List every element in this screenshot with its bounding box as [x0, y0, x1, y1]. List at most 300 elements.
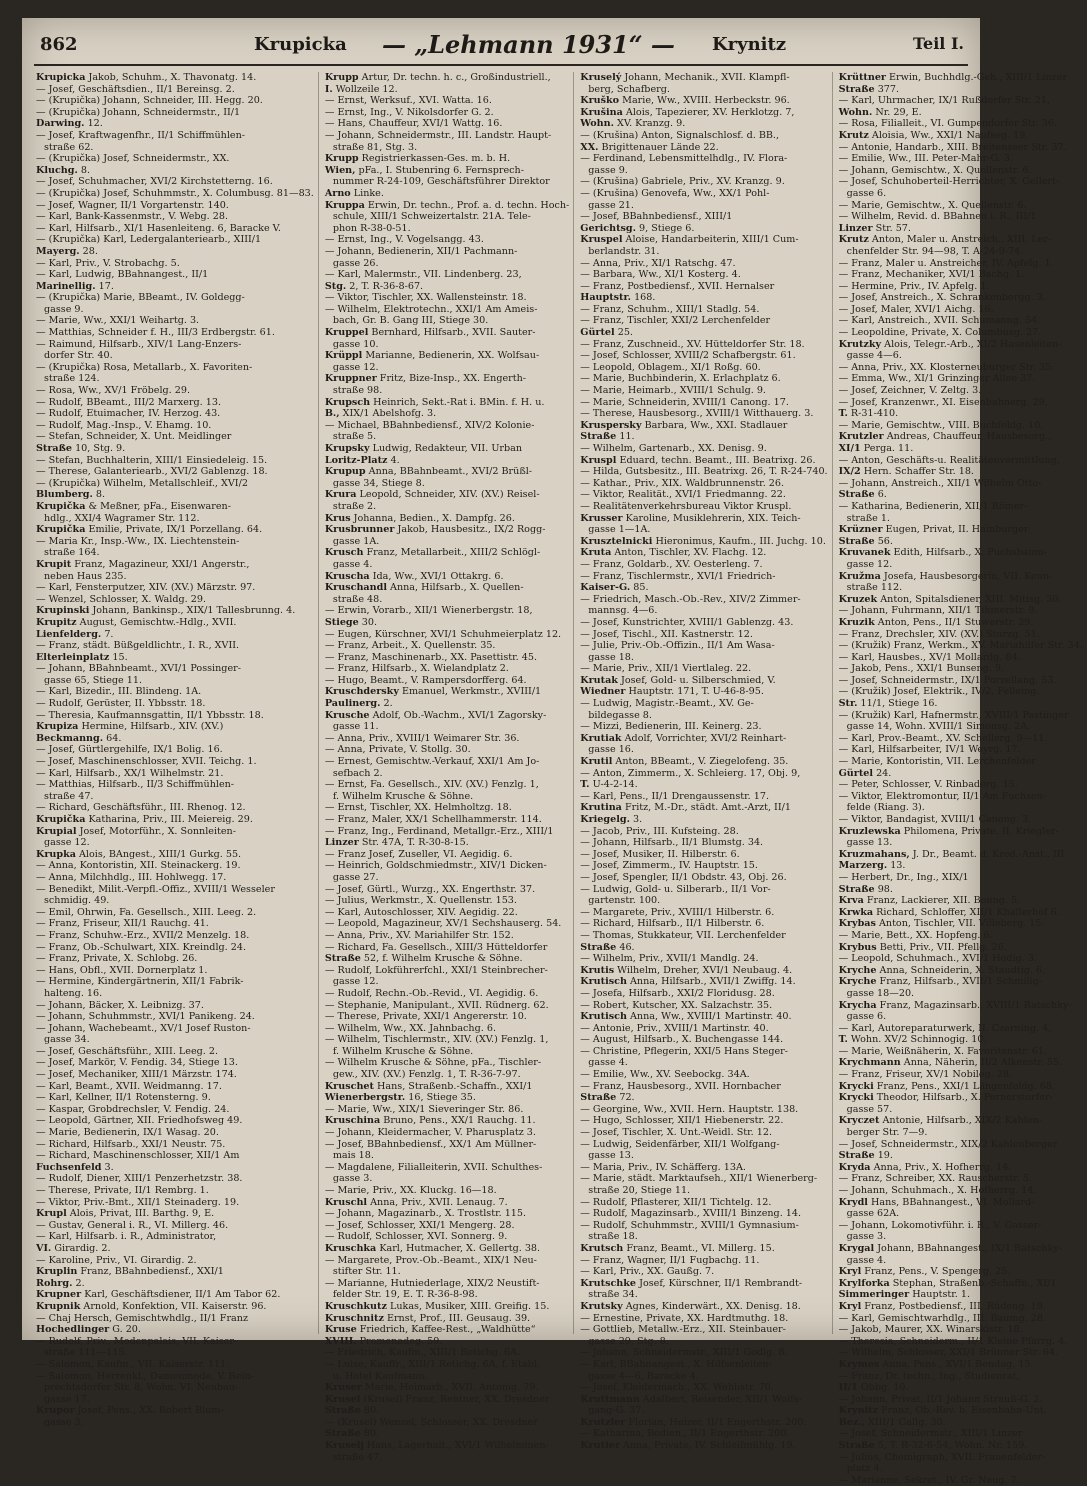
directory-entry: IX/2 Hern. Schaffer Str. 18.	[838, 466, 974, 478]
directory-entry: — Franz, Goldarb., XV. Oesterleng. 7.	[580, 558, 763, 570]
directory-entry: — Franz, städt. Büßgeldlichtr., I. R., XVII.	[36, 640, 240, 652]
directory-entry: hdlg., XXI/4 Wagramer Str. 112.	[44, 512, 200, 524]
directory-entry: — Stefan, Schneider, X. Unt. Meidlinger	[36, 431, 232, 443]
directory-entry: Krura Leopold, Schneider, XIV. (XV.) Reisel-	[324, 489, 540, 501]
directory-entry: Krutiak Adolf, Vorrichter, XVI/2 Reinhart-	[580, 732, 787, 744]
directory-entry: — Josef, Kunstrichter, XVIII/1 Gablenzg. 43.	[580, 616, 794, 628]
directory-entry: — Karl, Hausbes., XV/1 Mollardg. 84.	[838, 651, 1021, 663]
directory-entry: Kruspersky Barbara, Ww., XXI. Stadlauer	[580, 419, 788, 431]
directory-entry: — Viktor, Bandagist, XVIII/1 Canong. 3.	[838, 814, 1032, 825]
directory-entry: Straße 19.	[838, 1150, 893, 1162]
directory-entry: Krupit Franz, Magazineur, XXI/1 Angerstr.,	[36, 558, 250, 570]
directory-entry: — Karl, Hilfsarb., XX/1 Wilhelmstr. 21.	[36, 767, 224, 779]
directory-entry: — Karl, Kellner, II/1 Rotensterng. 9.	[36, 1092, 211, 1104]
directory-entry: — Anna, Priv., XX. Klosterneuburger Str. 35.	[838, 361, 1055, 373]
directory-entry: — Rudolf, BBeamt., III/2 Marxerg. 13.	[36, 396, 221, 408]
directory-entry: — Rudolf, Magazinsarb., XVIII/1 Binzeng. 14.	[580, 1208, 802, 1220]
directory-entry: — Franz, Mechaniker, XVI/1 Bachg. 1.	[838, 269, 1025, 281]
directory-entry: Krwka Richard, Schloffer, XII/1 Khallerhof 6.	[838, 906, 1060, 918]
directory-columns	[36, 72, 1083, 1486]
directory-entry: — Raimund, Hilfsarb., XIV/1 Lang-Enzers-	[36, 338, 242, 350]
directory-entry: — Rudolf, Diener, XIII/1 Penzerhetzstr. 38.	[36, 1173, 243, 1185]
directory-entry: Straße 80.	[324, 1428, 380, 1440]
directory-entry: — Herbert, Dr., Ing., XIX/1	[838, 871, 969, 883]
directory-entry: Krygal Johann, BBahnangest., IX/1 Ratschky-	[838, 1242, 1062, 1254]
directory-entry: — Ludwig, Magistr.-Beamt., XV. Ge-	[580, 698, 754, 710]
directory-entry: Krupner Karl, Geschäftsdiener, II/1 Am Tabor 62.	[36, 1289, 281, 1301]
directory-entry: Kruschina Bruno, Pens., XX/1 Rauchg. 11.	[324, 1115, 536, 1127]
directory-entry: — Wilhelm, Ww., XX. Jahnbachg. 6.	[324, 1022, 496, 1034]
directory-entry: — Josef, Wagner, II/1 Vorgartenstr. 140.	[36, 199, 229, 211]
directory-entry: Stg. 2, T. R-36-8-67.	[324, 280, 424, 292]
directory-entry: Kryche Franz, Hilfsarb., XVII/1 Schmilig-	[838, 976, 1042, 988]
directory-entry: gasse 21.	[588, 199, 634, 211]
directory-entry: — Josef, Kranzenwr., XI. Eisenbahnerg. 29,	[838, 396, 1048, 408]
directory-entry: Kruschdersky Emanuel, Werkmstr., XVIII/1	[324, 686, 542, 698]
directory-entry: straße 47.	[332, 1451, 383, 1463]
directory-entry: Kruplin Franz, BBahnbediensf., XXI/1	[36, 1266, 224, 1278]
directory-entry: — Jacob, Priv., III. Kufsteing. 28.	[580, 825, 739, 837]
directory-entry: Straße 5, T. R-32-6-54, Wohn. Nr. 159.	[838, 1440, 1028, 1452]
directory-entry: Wien, pFa., I. Stubenring 6. Fernsprech-	[324, 164, 524, 176]
directory-entry: felde (Riang. 3).	[846, 802, 925, 814]
directory-entry: Kruspl Eduard, techn. Beamt., III. Beatrixg. 26.	[580, 454, 816, 466]
directory-entry: — Erwin, Vorarb., XII/1 Wienerbergstr. 18,	[324, 605, 533, 617]
directory-entry: gasse 4—6, Baracke 4.	[588, 1370, 699, 1382]
directory-entry: — Julius, Chemigraph, XVII. Frauenfelder-	[838, 1451, 1046, 1463]
directory-entry: — Johann, Magazinarb., X. Trostlstr. 115.	[324, 1208, 527, 1220]
directory-entry: gew., XIV. (XV.) Fenzlg. 1, T. R-36-7-97.	[332, 1069, 521, 1081]
directory-entry: Kaiser-G. 85.	[580, 582, 649, 594]
directory-entry: Krutz Aloisia, Ww., XXI/1 Naufseg. 19.	[838, 129, 1029, 141]
directory-entry: Krusel (Krusel) Franz, Rentner, XX. Dresdner	[324, 1393, 550, 1405]
directory-entry: — Marie, Bett., XX. Hopfeng. 6.	[838, 929, 993, 941]
directory-entry: Krusbrunner Jakob, Hausbesitz., IX/2 Rogg-	[324, 524, 546, 536]
directory-entry: — Mizzi, Bedienerin, III. Keinerg. 23.	[580, 721, 762, 733]
directory-entry: — Karl, BBahnangest., X. Hilfsenleiten-	[580, 1358, 772, 1370]
directory-entry: Krupp Artur, Dr. techn. h. c., Großindustriell.,	[324, 72, 551, 83]
directory-entry: — Viktor, Realität., XVI/1 Friedmanng. 22.	[580, 489, 786, 501]
directory-entry: — Karl, Prov.-Beamt., XV. Schellerg. 9—11.	[838, 732, 1048, 744]
directory-entry: gasse 9.	[44, 303, 84, 315]
directory-entry: Loritz-Platz 4.	[324, 454, 400, 466]
directory-entry: Krupička Katharina, Priv., III. Meiereig. 29.	[36, 814, 253, 825]
directory-entry: — Thomas, Stukkateur, VII. Lerchenfelder	[580, 929, 786, 941]
directory-entry: Kryczet Antonie, Hilfsarb., XIX/2 Kahlen-	[838, 1115, 1042, 1127]
directory-entry: — Ernst, Tischler, XX. Helmholtzg. 18.	[324, 802, 512, 814]
directory-entry: Paulinerg. 2.	[324, 698, 393, 710]
directory-entry: gasse 12.	[332, 361, 379, 373]
directory-entry: Str. 11/1, Stiege 16.	[838, 698, 938, 710]
directory-entry: — (Krupička) Wilhelm, Metallschleif., XVI/2	[36, 477, 248, 489]
directory-entry: Krupl Alois, Privat, III. Barthg. 9, E.	[36, 1208, 215, 1220]
directory-entry: — Wilhelm, Revid. d. BBahnen i. R., III/1	[838, 211, 1037, 223]
directory-entry: Kruschnitz Ernst, Prof., III. Geusaug. 39.	[324, 1312, 531, 1324]
directory-entry: — Marie, Buchbinderin, X. Erlachplatz 6.	[580, 373, 781, 385]
directory-entry: — Maria Kr., Insp.-Ww., IX. Liechtenstein-	[36, 535, 240, 547]
directory-entry: Darwing. 12.	[36, 118, 103, 130]
directory-entry: Krupial Josef, Motorführ., X. Sonnleiten-	[36, 825, 236, 837]
directory-entry: — Therese, Private, II/1 Rembrg. 1.	[36, 1185, 209, 1196]
directory-entry: — (Krušina) Gabriele, Priv., XV. Kranzg. 9.	[580, 176, 785, 188]
directory-entry: Fuchsenfeld 3.	[36, 1161, 114, 1173]
directory-entry: — Johann, Schneidermstr., III. Landstr. Haupt-	[324, 129, 552, 141]
directory-entry: — Franz, Friseur, XV/1 Nobileg. 28.	[838, 1069, 1013, 1081]
directory-entry: — Josef, Zeichner, V. Zeltg. 3.	[838, 385, 982, 397]
directory-entry: — Josef, Tischl., XII. Kastnerstr. 12.	[580, 628, 753, 640]
directory-entry: — Michael, BBahnbediensf., XIV/2 Kolonie-	[324, 419, 535, 431]
directory-entry: — Gottlieb, Metallw.-Erz., XII. Steinbauer-	[580, 1324, 786, 1336]
directory-entry: — Karl, Gemischtwarhdlg., III. Baumg. 28.	[838, 1312, 1046, 1324]
directory-entry: Krymes Anna, Pens., XVI/1 Bendag. 15.	[838, 1358, 1034, 1370]
directory-entry: gasse 26.	[332, 257, 379, 269]
directory-entry: Wiedner Hauptstr. 171, T. U-46-8-95.	[580, 686, 764, 698]
directory-entry: Krybas Anton, Tischler, VII. Villeberg. 15.	[838, 918, 1045, 930]
directory-entry: — Rudolf, Pflasterer, XII/1 Tichtelg. 12.	[580, 1196, 772, 1208]
directory-entry: — Margarete, Priv., XVIII/1 Hilberstr. 6.	[580, 906, 775, 918]
directory-entry: — Eugen, Kürschner, XVI/1 Schuhmeierplatz 12.	[324, 628, 562, 640]
directory-entry: Krüttner Erwin, Buchhdlg.-Geh., XIII/1 Linzer	[838, 72, 1067, 83]
directory-entry: Straße 377.	[838, 83, 900, 95]
directory-entry: — Marie, Ww., XIX/1 Sieveringer Str. 86.	[324, 1103, 524, 1115]
directory-entry: — Karl, Fensterputzer, XIV. (XV.) Märzstr. 97.	[36, 582, 256, 594]
directory-entry: gasse 6.	[846, 1011, 887, 1023]
directory-entry: Krupp Registrierkassen-Ges. m. b. H.	[324, 153, 511, 165]
directory-entry: — Wilhelm Krusche & Söhne, pFa., Tischler-	[324, 1057, 542, 1069]
directory-entry: — Richard, Hilfsarb., II/1 Hilberstr. 6.	[580, 918, 765, 930]
directory-entry: Krynitz Franz, Ob.-Rev. b. Eisenbahn-Unt.	[838, 1405, 1047, 1417]
directory-entry: — Anna, Private, V. Stollg. 30.	[324, 744, 471, 756]
directory-entry: Krupička Emilie, Private, IX/1 Porzellang. 64.	[36, 524, 263, 536]
directory-column-3	[580, 72, 832, 1452]
publication-title: — „Lehmann 1931“ —	[382, 30, 675, 59]
directory-entry: — Robert, Kutscher, XX. Salzachstr. 35.	[580, 999, 773, 1011]
directory-entry: — Josef, Schlosser, XVIII/2 Schafbergstr. 61.	[580, 350, 796, 362]
directory-entry: bach, Gr. B. Gang III, Stiege 30.	[332, 315, 489, 327]
directory-entry: gasse 1—1A.	[588, 524, 651, 536]
directory-entry: — Rudolf, Lokführerfchl., XXI/1 Steinbrecher-	[324, 964, 548, 976]
directory-entry: Straße 11.	[580, 431, 635, 443]
directory-entry: — Anna, Kontoristin, XII. Steinackerg. 19.	[36, 860, 241, 872]
directory-entry: — Katharina, Bedienerin, XII/1 Römer-	[838, 500, 1028, 512]
directory-entry: gasse 3.	[332, 1173, 373, 1185]
directory-entry: — Johann, Kleidermacher, V. Pharusplatz 3.	[324, 1127, 536, 1139]
directory-entry: — Julie, Priv.-Ob.-Offizin., II/1 Am Wasa-	[580, 640, 775, 652]
directory-entry: — Franz, Ob.-Schulwart, XIX. Kreindlg. 24.	[36, 941, 247, 953]
directory-entry: Krupiza Hermine, Hilfsarb., XIV. (XV.)	[36, 721, 224, 733]
directory-entry: Straße 46.	[580, 941, 635, 953]
directory-entry: Straße 52, f. Wilhelm Krusche & Söhne.	[324, 953, 523, 965]
directory-entry: — Franz, Maler, XX/1 Schellhammerstr. 114.	[324, 814, 542, 825]
directory-entry: — Johann, Privat, II/1 Johann Strauß-G. 2.	[838, 1393, 1043, 1405]
directory-entry: mannsg. 4—6.	[588, 605, 658, 617]
directory-entry: — Karl, Uhrmacher, IX/1 Rußdorfer Str. 21,	[838, 95, 1050, 107]
directory-entry: I. Wollzeile 12.	[324, 83, 398, 95]
directory-entry: — Anton, Zimmerm., X. Schleierg. 17, Obj. 9,	[580, 767, 801, 779]
directory-entry: Gürtel 24.	[838, 767, 892, 779]
directory-entry: — Therese, Hausbesorg., XVIII/1 Witthauerg. 3.	[580, 408, 814, 420]
directory-entry: Kruse Friedrich, Kaffee-Rest., „Waldhütte“	[324, 1324, 536, 1336]
directory-entry: — Emilie, Ww., III. Peter-Mahr-G. 3.	[838, 153, 1014, 165]
directory-entry: — Franz, Schuhw.-Erz., XVII/2 Menzelg. 18.	[36, 929, 250, 941]
directory-entry: f. Wilhelm Krusche & Söhne.	[332, 790, 474, 802]
directory-entry: — Josef, Zimmerm., IV. Hauptstr. 15.	[580, 860, 758, 872]
directory-entry: Krutz Anton, Maler u. Anstreich., XIII. Ler-	[838, 234, 1052, 246]
right-guide-word: Krynitz	[712, 34, 787, 55]
directory-entry: — Hermine, Priv., IV. Apfelg. 1.	[838, 280, 990, 292]
directory-entry: — Johann, Schneidermstr., XIII/1 Godlg. 8.	[580, 1347, 788, 1359]
directory-entry: — Marianne, Hutniederlage, XIX/2 Neustift-	[324, 1277, 540, 1289]
directory-entry: — Viktor, Elektromontur, II/1 Am Fuchsen-	[838, 790, 1047, 802]
directory-entry: Marinellig. 17.	[36, 280, 114, 292]
directory-entry: — Franz, Zuschneid., XV. Hütteldorfer Str. 18.	[580, 338, 805, 350]
directory-entry: — Leopoldine, Private, X. Columbusg. 27.	[838, 327, 1042, 339]
directory-entry: — Margarete, Prov.-Ob.-Beamt., XIX/1 Neu-	[324, 1254, 537, 1266]
directory-entry: — Hans, Chauffeur, XVI/1 Wattg. 16.	[324, 118, 503, 130]
directory-entry: — Leopold, Magazineur, XV/1 Sechshauserg. 54.	[324, 918, 562, 930]
directory-entry: — Marie, städt. Marktaufseh., XII/1 Wienerberg-	[580, 1173, 818, 1185]
directory-entry: — Jakob, Maurer, XX. Winarskistr. 18.	[838, 1324, 1023, 1336]
directory-entry: — Josef, Gürtl., Wurzg., XX. Engerthstr. 37.	[324, 883, 536, 895]
directory-entry: Krutisch Anna, Hilfsarb., XVII/1 Zwiffg. 14.	[580, 976, 796, 988]
directory-entry: — Franz, Private, X. Schlobg. 26.	[36, 953, 198, 965]
directory-entry: gasse 18—20.	[846, 987, 915, 999]
directory-entry: Krupnik Arnold, Konfektion, VII. Kaiserstr. 96.	[36, 1300, 267, 1312]
directory-entry: — Karl, Beamt., XVII. Weidmanng. 17.	[36, 1080, 222, 1092]
directory-entry: — Theresia, Kaufmannsgattin, II/1 Ybbsstr. 18.	[36, 709, 264, 721]
directory-entry: — Johann, Bedienerin, XII/1 Pachmann-	[324, 245, 518, 257]
directory-entry: — Chaj Hersch, Gemischtwhdlg., II/1 Franz	[36, 1312, 248, 1324]
directory-entry: f. Wilhelm Krusche & Söhne.	[332, 1045, 474, 1057]
directory-entry: Hauptstr. 168.	[580, 292, 656, 304]
directory-entry: sefbach 2.	[332, 767, 383, 779]
directory-entry: — Marie, Ww., XXI/1 Weihartg. 3.	[36, 315, 200, 327]
directory-entry: — Franz, Maler u. Anstreicher, IV. Apfelg. 1.	[838, 257, 1054, 269]
directory-entry: — Richard, Geschäftsführ., III. Rhenog. 12.	[36, 802, 246, 814]
directory-entry: u. Hotel Kaufmann.	[332, 1370, 428, 1382]
directory-entry: T. U-4-2-14.	[580, 779, 638, 791]
directory-entry: straße 124.	[44, 373, 100, 385]
directory-entry: — Karl, Hilfsarb., XI/1 Hasenleiteng. 6, Baracke V.	[36, 222, 281, 234]
directory-entry: — (Kružik) Josef, Elektrik., IV/2, Felleing.	[838, 686, 1040, 698]
directory-entry: — Franz, Friseur, XII/1 Rauchg. 41.	[36, 918, 209, 930]
directory-entry: Kružma Josefa, Hausbesorgerin, VII. Kenn-	[838, 570, 1053, 582]
directory-entry: — (Kružik) Franz, Werkm., XV. Mariahilfer Str. 34.	[838, 640, 1083, 652]
directory-entry: Krupsch Heinrich, Sekt.-Rat i. BMin. f. H. u.	[324, 396, 545, 408]
directory-entry: Krusser Karoline, Musiklehrerin, XIX. Teich-	[580, 512, 801, 524]
directory-entry: — Johann, Hilfsarb., II/1 Blumstg. 34.	[580, 837, 764, 849]
directory-entry: Hochedlinger G. 20.	[36, 1324, 141, 1336]
directory-entry: gasse 29, Stg. 8.	[588, 1335, 669, 1347]
directory-entry: — Friedrich, Masch.-Ob.-Rev., XIV/2 Zimmer-	[580, 593, 801, 605]
directory-entry: — Franz, Wagner, II/1 Fugbachg. 11.	[580, 1254, 760, 1266]
directory-entry: — Richard, Maschinenschlosser, XII/1 Am	[36, 1150, 240, 1162]
directory-entry: — Heinrich, Goldschmiedmstr., XIV/1 Dicken-	[324, 860, 547, 872]
directory-entry: — Johann, Bäcker, X. Leibnizg. 37.	[36, 999, 204, 1011]
directory-entry: — Franz Josef, Zuseller, VI. Aegidig. 6.	[324, 848, 513, 860]
directory-entry: — Karoline, Priv., VI. Girardig. 2.	[36, 1254, 197, 1266]
directory-entry: — Karl, Ludwig, BBahnangest., II/1	[36, 269, 209, 281]
directory-entry: — Josef, Musiker, II. Hilberstr. 6.	[580, 848, 740, 860]
directory-entry: gasse 27.	[332, 871, 379, 883]
directory-entry: — Marie, Bedienerin, IX/1 Wasag. 20.	[36, 1127, 219, 1139]
directory-entry: Krüzner Eugen, Privat, II. Hainburger	[838, 524, 1029, 536]
directory-entry: Kryche Anna, Schneiderin, X. Staudtig. 6.	[838, 964, 1046, 976]
directory-entry: halteng. 16.	[44, 987, 103, 999]
directory-entry: Mayerg. 28.	[36, 245, 98, 257]
directory-entry: straße 112.	[846, 582, 903, 594]
directory-entry: — Peter, Schlosser, V. Rinbaderg. 15.	[838, 779, 1018, 791]
directory-entry: Krupinski Johann, Bankinsp., XIX/1 Tallesbrunng. 4.	[36, 605, 296, 617]
directory-entry: Krutisch Anna, Ww., XVIII/1 Martinstr. 40.	[580, 1011, 792, 1023]
directory-entry: Krycha Franz, Magazinsarb., XVIII/1 Ratschky-	[838, 999, 1072, 1011]
directory-entry: — Anna, Priv., XVIII/1 Weimarer Str. 36.	[324, 732, 520, 744]
directory-entry: Krutzky Alois, Telegr.-Arb., XI/2 Hasenleiten-	[838, 338, 1062, 350]
directory-entry: — Julius, Werkmstr., X. Quellenstr. 153.	[324, 895, 517, 907]
directory-entry: Krychmann Anna, Näherin, II/2 Alkenstr. 55.	[838, 1057, 1063, 1069]
directory-entry: gasse 12.	[846, 558, 893, 570]
directory-entry: gasse 13.	[846, 837, 893, 849]
directory-entry: — Wilhelm, Tischlermstr., XIV. (XV.) Fenzlg. 1,	[324, 1034, 549, 1046]
directory-entry: felder Str. 19, E. T. R-36-8-98.	[332, 1289, 478, 1301]
directory-entry: mais 18.	[332, 1150, 374, 1162]
directory-entry: Krva Franz, Lackierer, XII. Bonng. 5.	[838, 895, 1021, 907]
directory-entry: — Ernst, Ing., V. Nikolsdorfer G. 2.	[324, 106, 494, 118]
directory-entry: — Franz, Ing., Ferdinand, Metallgr.-Erz., XIII/1	[324, 825, 554, 837]
directory-entry: gasse 62A.	[846, 1208, 900, 1220]
directory-entry: gasse 34, Stiege 8.	[332, 477, 425, 489]
directory-entry: XI/1 Perga. 11.	[838, 443, 914, 454]
directory-entry: — Josef, Maler, XVI/1 Aichg. 16.	[838, 303, 994, 315]
directory-entry: Krutsch Franz, Beamt., VI. Millerg. 15.	[580, 1242, 775, 1254]
directory-entry: — Rudolf, Etuimacher, IV. Herzog. 43.	[36, 408, 221, 420]
directory-entry: — Georgine, Ww., XVII. Hern. Hauptstr. 138.	[580, 1103, 799, 1115]
directory-entry: — Wenzel, Schlosser, X. Waldg. 29.	[36, 593, 206, 605]
directory-entry: — Karl, Bizedir., III. Blindeng. 1A.	[36, 686, 202, 698]
directory-column-2	[324, 72, 574, 1463]
directory-entry: Kruschka Karl, Hutmacher, X. Gellertg. 38.	[324, 1242, 541, 1254]
directory-entry: — Rosa, Ww., XV/1 Fröbelg. 29.	[36, 385, 191, 397]
directory-entry: Krydl Hans, BBahnangest., VI. Mollard-	[838, 1196, 1035, 1208]
directory-entry: Krupička & Meßner, pFa., Eisenwaren-	[36, 500, 231, 512]
directory-entry: Kruselý Johann, Mechanik., XVII. Klampfl-	[580, 72, 790, 83]
directory-entry: Kryl Franz, Postbediensf., III. Rüdeng. 19.	[838, 1300, 1046, 1312]
directory-entry: — Karl, Bank-Kassenmstr., V. Webg. 28.	[36, 211, 229, 223]
directory-entry: Kruspel Aloise, Handarbeiterin, XIII/1 Cum-	[580, 234, 799, 246]
directory-entry: Kruschl Anna, Priv., XVII. Lenaug. 7.	[324, 1196, 508, 1208]
directory-entry: — Marie, Schneiderin, XVIII/1 Canong. 17.	[580, 396, 789, 408]
directory-entry: Krusche Adolf, Ob.-Wachm., XVI/1 Zagorsky-	[324, 709, 547, 721]
directory-entry: Krüppl Marianne, Bedienerin, XX. Wolfsau-	[324, 350, 540, 362]
directory-entry: Straße 56.	[838, 535, 893, 547]
directory-entry: straße 164.	[44, 547, 100, 559]
directory-entry: — Emilie, Ww., XV. Seebockg. 34A.	[580, 1069, 750, 1081]
directory-entry: Gerichtsg. 9, Stiege 6.	[580, 222, 695, 234]
directory-entry: — Luise, Kauffr., XIII/1 Retichg. 6A, f. Etabl.	[324, 1358, 540, 1370]
directory-entry: — Ernst, Werksuf., XVI. Watta. 16.	[324, 95, 492, 107]
directory-entry: gasse 57.	[846, 1103, 893, 1115]
directory-entry: straße 34.	[588, 1289, 638, 1301]
directory-entry: — Karl, Anstreich., XVII. Schumanng. 54.	[838, 315, 1041, 327]
directory-entry: — Christine, Pflegerin, XXI/5 Hans Steger-	[580, 1045, 788, 1057]
directory-entry: Kruttmann Adalbert, Reisender, XII/1 Wolfs-	[580, 1393, 802, 1405]
directory-entry: Krutina Fritz, M.-Dr., städt. Amt.-Arzt, II/1	[580, 802, 791, 814]
directory-entry: — Josef, BBahnbediensf., XIII/1	[580, 211, 733, 223]
directory-entry: — Wilhelm, Schlosser, XXI/1 Brünner Str. 64.	[838, 1347, 1058, 1359]
directory-entry: — Josefa, Hilfsarb., XXI/2 Floridusg. 28.	[580, 987, 775, 999]
directory-entry: straße 2.	[332, 500, 377, 512]
directory-entry: — Marie, Gemischtw., X. Quellenstr. 6.	[838, 199, 1027, 211]
directory-entry: Kruško Marie, Ww., XVIII. Herbeckstr. 96.	[580, 95, 790, 107]
directory-entry: nummer R-24-109, Geschäftsführer Direktor	[332, 176, 550, 188]
directory-entry: — Josef, Schneidermstr., IX/1 Porzellang. 53.	[838, 674, 1057, 686]
directory-entry: Kruzek Anton, Spitalsdiener, XIII. Mitisg. 30.	[838, 593, 1062, 605]
directory-entry: Lienfelderg. 7.	[36, 628, 114, 640]
directory-entry: — Ernst, Fa. Gesellsch., XIV. (XV.) Fenzlg. 1,	[324, 779, 539, 791]
directory-entry: schmidig. 49.	[44, 895, 110, 907]
directory-entry: — Karl, Pens., II/1 Drengaussenstr. 17.	[580, 790, 770, 802]
directory-entry: — Ferdinand, Lebensmittelhdlg., IV. Flora-	[580, 153, 788, 165]
directory-entry: — August, Hilfsarb., X. Buchengasse 144.	[580, 1034, 784, 1046]
directory-entry: Kruppa Erwin, Dr. techn., Prof. a. d. techn. Hoch-	[324, 199, 570, 211]
directory-entry: — Rudolf, Gerüster, II. Ybbsstr. 18.	[36, 698, 206, 710]
directory-entry: — (Krušina) Anton, Signalschlosf. d. BB.,	[580, 129, 780, 141]
directory-entry: — (Krupička) Josef, Schuhmmstr., X. Columbusg. 81—83.	[36, 187, 314, 199]
directory-entry: — Josef, Schneidermstr., XIII/1 Linzer	[838, 1428, 1023, 1440]
directory-entry: — Anna, Priv., XI/1 Ratschg. 47.	[580, 257, 736, 269]
directory-entry: — Karl, Hilfsarbeiter, IV/1 Weyrg. 17.	[838, 744, 1021, 756]
directory-entry: B., XIX/1 Abelshofg. 3.	[324, 408, 437, 420]
directory-entry: Krylforka Stephan, Straßenb.-Schaffn., XI/1	[838, 1277, 1057, 1289]
directory-entry: Wienerbergstr. 16, Stiege 35.	[324, 1092, 476, 1104]
directory-entry: — Johann, BBahnbeamt., XVI/1 Possinger-	[36, 663, 241, 675]
directory-entry: XX. Brigittenauer Lände 22.	[580, 141, 719, 153]
directory-entry: stifter Str. 11.	[332, 1266, 401, 1278]
directory-entry: platz 4.	[846, 1463, 883, 1475]
directory-entry: — Rosa, Filialleit., VI. Gumpendorfer Str. 36.	[838, 118, 1057, 130]
directory-entry: — Marianne, Sekret., IV. Gr. Neug. 7.	[838, 1474, 1020, 1486]
directory-entry: — Hugo, Schlosser, XII/1 Hiebenerstr. 22.	[580, 1115, 784, 1127]
directory-entry: T. R-31-410.	[838, 408, 899, 420]
directory-entry: — Josef, Schneidermstr., XIX/2 Kahlenberger	[838, 1138, 1058, 1150]
directory-entry: — (Krupička) Karl, Ledergalanteriearb., XIII/1	[36, 234, 262, 246]
directory-entry: — Matthias, Schneider f. H., III/3 Erdbergstr. 61.	[36, 327, 275, 339]
directory-entry: Krutsky Agnes, Kinderwärt., XX. Denisg. 18.	[580, 1300, 801, 1312]
directory-entry: — (Krupička) Josef, Schneidermstr., XX.	[36, 153, 230, 165]
directory-entry: — Franz, Drechsler, XIV. (XV.) Sturzg. 51.	[838, 628, 1040, 640]
directory-entry: Elterleinplatz 15.	[36, 651, 128, 663]
directory-entry: gasse 12.	[44, 837, 90, 849]
directory-entry: — Franz, Hilfsarb., X. Wielandplatz 2.	[324, 663, 509, 675]
directory-entry: Krutier Anna, Private, IV. Schleifmühlg. 19.	[580, 1440, 796, 1452]
directory-entry: straße 98.	[332, 385, 383, 397]
directory-entry: — Therese, Galanteriearb., XVI/2 Gablenzg. 18.	[36, 466, 268, 478]
directory-entry: chenfelder Str. 94—98, T. A-24-9-74.	[846, 245, 1024, 257]
directory-column-4	[838, 72, 1087, 1486]
directory-entry: — Johann, Lokomotivführ. i. R., V. Gasser-	[838, 1219, 1042, 1231]
directory-entry: straße 111—115.	[44, 1347, 128, 1359]
directory-entry: straße 48.	[332, 593, 383, 605]
directory-entry: — Rudolf, Rechn.-Ob.-Revid., VI. Aegidig. 6.	[324, 987, 539, 999]
directory-entry: — Ernest, Gemischtw.-Verkauf, XXI/1 Am Jo-	[324, 756, 540, 768]
directory-page	[22, 18, 1083, 1486]
directory-entry: — Rudolf, Priv., Modenpalais, VII. Kaiser-	[36, 1335, 238, 1347]
directory-entry: — Josef, Schlosser, XXI/1 Mengerg. 28.	[324, 1219, 515, 1231]
directory-entry: Kruschkutz Lukas, Musiker, XIII. Greifig. 15.	[324, 1300, 550, 1312]
directory-entry: straße 81, Stg. 3.	[332, 141, 418, 153]
directory-entry: Kluchg. 8.	[36, 164, 91, 176]
directory-entry: — Antonie, Priv., XVIII/1 Martinstr. 40.	[580, 1022, 769, 1034]
